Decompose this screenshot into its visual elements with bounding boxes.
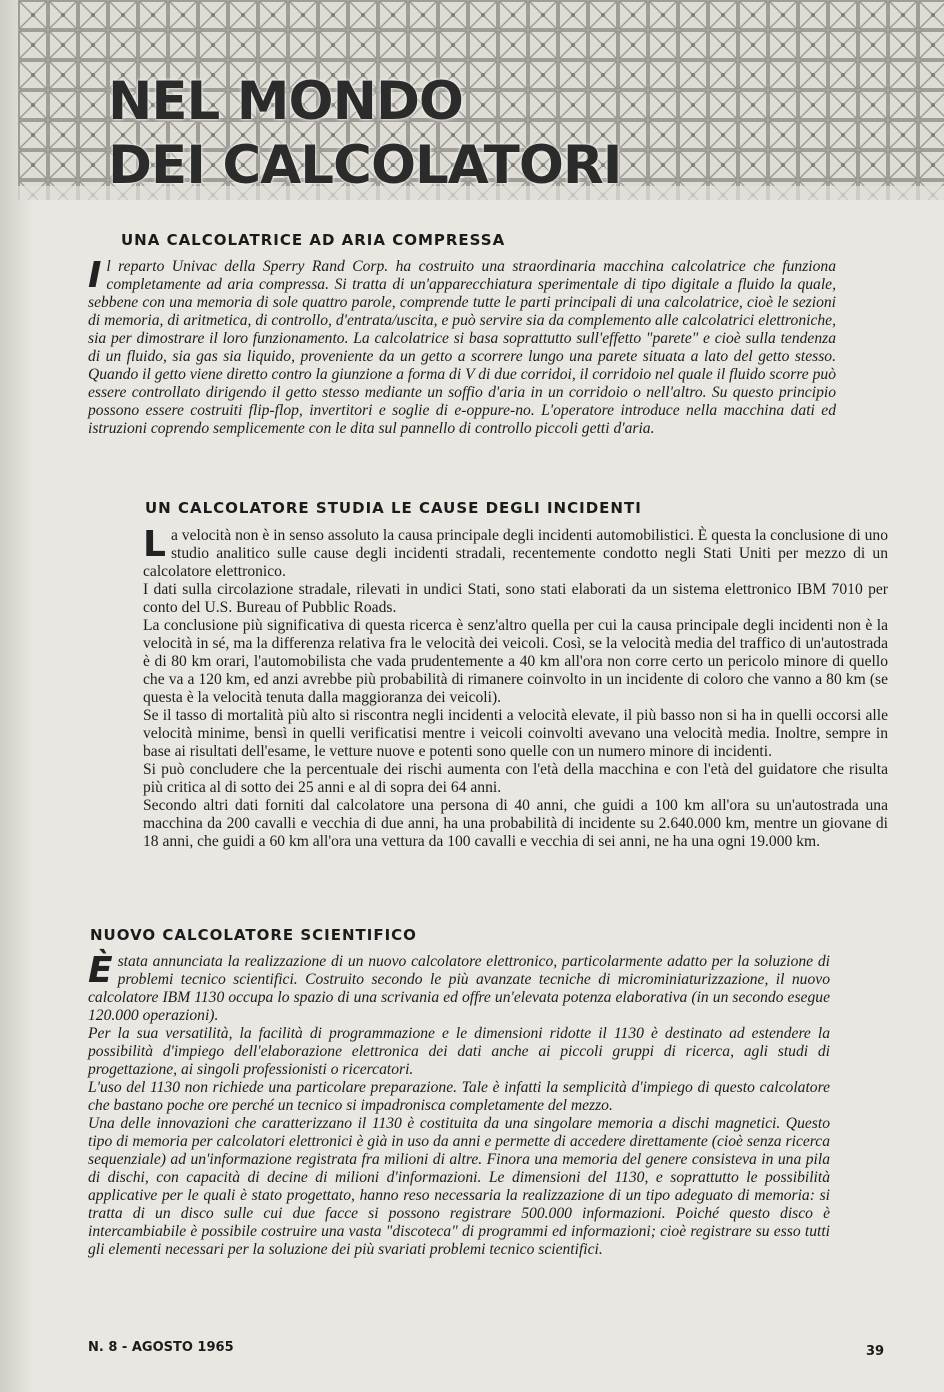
paragraph-text: stata annunciata la realizzazione di un nuovo calcolatore elettronico, particolarmente adatto per la soluzione di problemi tecnico scientifici. Costruito secondo le più avanzate tecniche di microminiaturizzazione, il nuovo calcolatore IBM 1130 occupa lo spazio di una scrivania ed offre un'elevata potenza elaborativa (in un secondo esegue 120.000 operazioni). bbox=[88, 953, 830, 1024]
article-3-paragraph bbox=[88, 950, 830, 1025]
article-2-body bbox=[143, 524, 888, 851]
drop-cap: È bbox=[88, 950, 113, 991]
headline-line-1: NEL MONDO bbox=[108, 71, 463, 132]
paragraph-text: a velocità non è in senso assoluto la causa principale degli incidenti automobilistici. È questa la conclusione di uno studio analitico sulle cause degli incidenti stradali, recentemente condotto negli Stati Uniti per mezzo di un calcolatore elettronico. bbox=[143, 527, 888, 580]
article-2-title: UN CALCOLATORE STUDIA LE CAUSE DEGLI INCIDENTI bbox=[145, 499, 642, 517]
article-3-paragraph: Una delle innovazioni che caratterizzano il 1130 è costituita da una singolare memoria a dischi magnetici. Questo tipo di memoria per calcolatori elettronici è già in uso da anni e permette di accedere direttamente (cioè senza ricerca sequenziale) ad un'informazione registrata fra milioni di altre. Finora una memoria del genere consisteva in una pila di dischi, con capacità di decine di milioni d'informazioni. Le dimensioni del 1130, e soprattutto le possibilità applicative per le quali è stato progettato, hanno reso necessaria la realizzazione di un tipo adeguato di memoria: si tratta di un disco sulle cui due facce si possono registrare 500.000 informazioni. Poiché questo disco è intercambiabile è possibile costruire una vasta "discoteca" di programmi ed informazioni; cioè registrare su esso tutti gli elementi necessari per la soluzione dei più svariati problemi tecnico scientifici. bbox=[88, 1115, 830, 1258]
header-banner bbox=[18, 0, 944, 200]
article-3-paragraph: L'uso del 1130 non richiede una particolare preparazione. Tale è infatti la semplicità d'impiego di questo calcolatore che bastano poche ore perché un tecnico si impadronisca completamente del mezzo. bbox=[88, 1079, 830, 1114]
article-2-paragraph: Se il tasso di mortalità più alto si riscontra negli incidenti a velocità elevate, il più basso non si ha in quelli occorsi alle velocità minime, bensì in quelli verificatisi mentre i veicoli coinvolti avevano una velocità media. Inoltre, sempre in base ai risultati dell'esame, le vetture nuove e potenti sono quelle con un numero minore di incidenti. bbox=[143, 707, 888, 760]
article-3-paragraph: Per la sua versatilità, la facilità di programmazione e le dimensioni ridotte il 1130 è destinato ad estendere la possibilità d'impiego dell'elaborazione elettronica dei dati anche ai piccoli gruppi di ricerca, agli studi di progettazione, ai singoli professionisti o ricercatori. bbox=[88, 1025, 830, 1078]
page-headline bbox=[108, 70, 944, 200]
article-1-title: UNA CALCOLATRICE AD ARIA COMPRESSA bbox=[121, 231, 506, 249]
article-2-paragraph: Si può concludere che la percentuale dei rischi aumenta con l'età della macchina e con l'età del guidatore che risulta più critica al di sotto dei 25 anni e al di sopra dei 64 anni. bbox=[143, 761, 888, 796]
headline-line-2: DEI CALCOLATORI bbox=[108, 135, 622, 196]
article-2-paragraph: I dati sulla circolazione stradale, rilevati in undici Stati, sono stati elaborati da un sistema elettronico IBM 7010 per conto del U.S. Bureau of Pubblic Roads. bbox=[143, 581, 888, 616]
issue-label: N. 8 - AGOSTO 1965 bbox=[88, 1340, 234, 1355]
article-1-body bbox=[88, 255, 836, 438]
article-2-paragraph: La conclusione più significativa di questa ricerca è senz'altro quella per cui la causa principale degli incidenti non è la velocità in sé, ma la differenza relativa fra le velocità dei veicoli. Così, se la velocità media del traffico di un'autostrada è di 80 km orari, l'automobilista che vada prudentemente a 40 km all'ora non corre certo un pericolo minore di quello che va a 120 km, ed anzi avrebbe più probabilità di rimanere coinvolto in un incidente di coloro che vanno a 80 km (se questa è la velocità tenuta dalla maggioranza dei veicoli). bbox=[143, 617, 888, 706]
article-1-paragraph bbox=[88, 255, 836, 438]
paragraph-text: l reparto Univac della Sperry Rand Corp. ha costruito una straordinaria macchina calcolatrice che funziona completamente ad aria compressa. Si tratta di un'apparecchiatura sperimentale di tipo digitale a fluido la quale, sebbene con una memoria di sole quattro parole, comprende tutte le parti principali di una calcolatrice, cioè le sezioni di memoria, di aritmetica, di controllo, d'entrata/uscita, e può servire sia da complemento alle calcolatrici elettroniche, sia per dimostrare il loro funzionamento. La calcolatrice si basa soprattutto sull'effetto "parete" e cioè sulla tendenza di un fluido, sia gas sia liquido, proveniente da un getto a scorrere lungo una parete situata a lato del getto stesso. Quando il getto viene diretto contro la giunzione a forma di V di due corridoi, il corridoio nel quale il fluido scorre può essere controllato dirigendo il getto stesso mediante un soffio d'aria in un corridoio o nell'altro. Su questo principio possono essere costruiti flip-flop, invertitori e soglie di e-oppure-no. L'operatore introduce nella macchina dati ed istruzioni coprendo semplicemente con le dita sul pannello di controllo piccoli getti d'aria. bbox=[88, 258, 836, 437]
page-number: 39 bbox=[866, 1344, 885, 1359]
article-2-paragraph bbox=[143, 524, 888, 581]
article-3-title: NUOVO CALCOLATORE SCIENTIFICO bbox=[90, 926, 417, 944]
article-2-paragraph: Secondo altri dati forniti dal calcolatore una persona di 40 anni, che guidi a 100 km all'ora su un'autostrada una macchina da 200 cavalli e vecchia di due anni, ha una probabilità di incidente su 2.640.000 km, mentre un giovane di 18 anni, che guidi a 60 km all'ora una vettura da 100 cavalli e vecchia di sei anni, ne ha una ogni 19.000 km. bbox=[143, 797, 888, 850]
drop-cap: I bbox=[88, 255, 102, 296]
article-3-body bbox=[88, 950, 830, 1259]
page-gutter bbox=[0, 0, 34, 1392]
drop-cap: L bbox=[143, 524, 166, 565]
